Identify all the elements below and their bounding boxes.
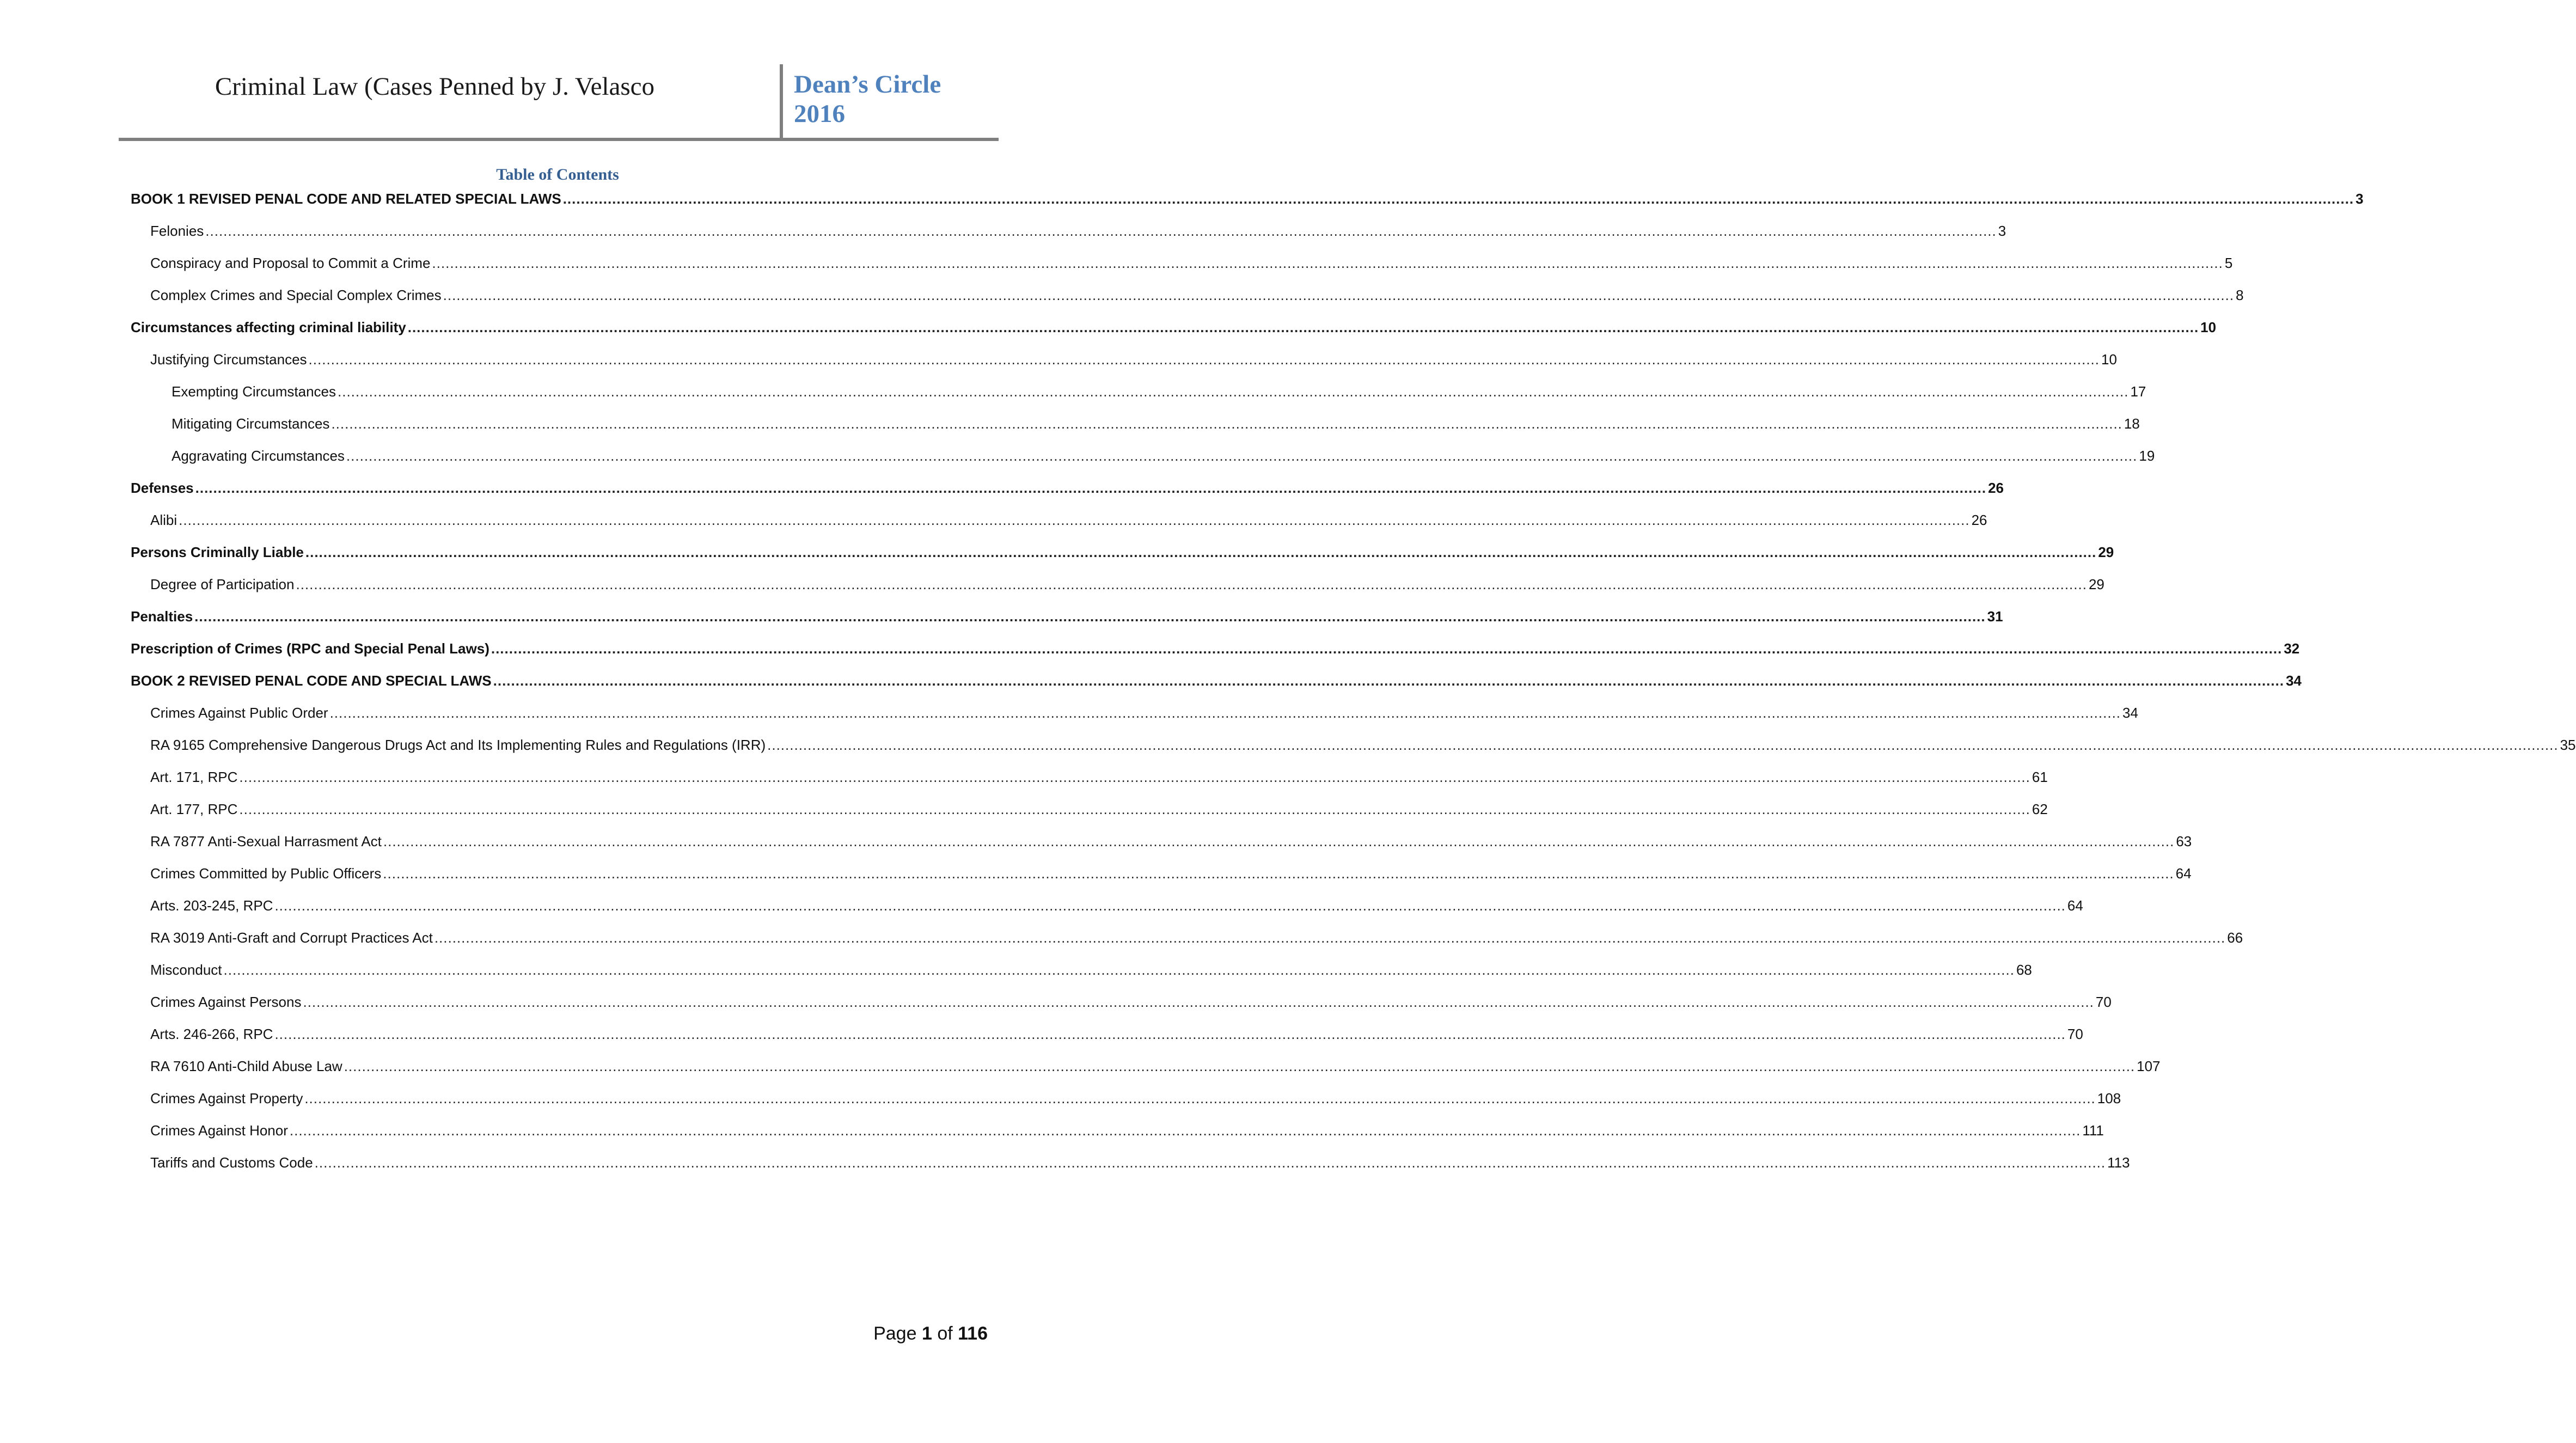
dot-leader: ................................................................................................................................................................................................................................................................................................................................................................................................................ <box>194 608 1986 625</box>
toc-entry[interactable] <box>131 927 2243 959</box>
toc-entry-label: Aggravating Circumstances <box>172 448 345 464</box>
dot-leader: ................................................................................................................................................................................................................................................................................................................................................................................................................ <box>346 448 2138 464</box>
toc-entry[interactable] <box>131 316 2217 348</box>
dot-leader: ................................................................................................................................................................................................................................................................................................................................................................................................................ <box>205 223 1997 239</box>
header-side-label <box>794 70 941 129</box>
toc-entry[interactable] <box>131 702 2138 734</box>
toc-entry-page: 10 <box>2200 319 2217 335</box>
toc-entry-label: Crimes Committed by Public Officers <box>150 865 382 882</box>
toc-entry-page: 34 <box>2122 705 2138 721</box>
dot-leader: ................................................................................................................................................................................................................................................................................................................................................................................................................ <box>274 1026 2066 1042</box>
dot-leader: ................................................................................................................................................................................................................................................................................................................................................................................................................ <box>344 1058 2136 1074</box>
toc-entry-page: 29 <box>2098 544 2114 560</box>
toc-entry[interactable] <box>131 991 2112 1023</box>
toc-entry-label: Defenses <box>131 480 194 496</box>
toc-entry[interactable] <box>131 766 2048 798</box>
toc-entry[interactable] <box>131 348 2117 381</box>
dot-leader: ................................................................................................................................................................................................................................................................................................................................................................................................................ <box>434 930 2226 946</box>
toc-entry[interactable] <box>131 188 2364 220</box>
toc-entry[interactable] <box>131 1087 2121 1120</box>
toc-entry[interactable] <box>131 445 2155 477</box>
toc-entry-page: 107 <box>2137 1058 2161 1074</box>
document-title: Criminal Law (Cases Penned by J. Velasco <box>215 72 654 101</box>
toc-entry[interactable] <box>131 895 2083 927</box>
toc-entry-label: Alibi <box>150 512 178 528</box>
toc-entry[interactable] <box>131 252 2233 284</box>
toc-entry[interactable] <box>131 573 2104 606</box>
dot-leader: ................................................................................................................................................................................................................................................................................................................................................................................................................ <box>308 351 2100 368</box>
toc-entry-label: Crimes Against Honor <box>150 1122 288 1139</box>
toc-entry-page: 70 <box>2095 994 2112 1010</box>
toc-heading: Table of Contents <box>496 166 619 184</box>
toc-entry-label: Degree of Participation <box>150 576 295 592</box>
dot-leader: ................................................................................................................................................................................................................................................................................................................................................................................................................ <box>239 801 2030 817</box>
toc-entry-page: 64 <box>2175 865 2192 882</box>
header-side-line1: Dean’s Circle <box>794 70 941 99</box>
toc-entry[interactable] <box>131 670 2302 702</box>
page-header <box>119 64 999 140</box>
dot-leader: ................................................................................................................................................................................................................................................................................................................................................................................................................ <box>767 737 2559 753</box>
dot-leader: ................................................................................................................................................................................................................................................................................................................................................................................................................ <box>491 640 2283 657</box>
toc-entry-label: Arts. 246-266, RPC <box>150 1026 273 1042</box>
dot-leader: ................................................................................................................................................................................................................................................................................................................................................................................................................ <box>296 576 2087 592</box>
toc-entry-page: 34 <box>2286 672 2302 689</box>
toc-entry-label: Mitigating Circumstances <box>172 415 330 432</box>
toc-entry-label: Art. 177, RPC <box>150 801 238 817</box>
toc-entry-label: Circumstances affecting criminal liability <box>131 319 406 335</box>
toc-entry[interactable] <box>131 541 2114 573</box>
header-rule <box>119 138 999 141</box>
toc-entry-label: Felonies <box>150 223 204 239</box>
dot-leader: ................................................................................................................................................................................................................................................................................................................................................................................................................ <box>331 415 2122 432</box>
toc-entry-page: 5 <box>2224 255 2233 271</box>
toc-entry-label: Penalties <box>131 608 193 625</box>
toc-entry-label: RA 7877 Anti-Sexual Harrasment Act <box>150 833 382 849</box>
toc-entry-page: 31 <box>1987 608 2003 625</box>
toc-entry-page: 68 <box>2016 962 2032 978</box>
toc-entry-label: Tariffs and Customs Code <box>150 1154 313 1171</box>
dot-leader: ................................................................................................................................................................................................................................................................................................................................................................................................................ <box>329 705 2121 721</box>
table-of-contents <box>131 188 2576 1184</box>
dot-leader: ................................................................................................................................................................................................................................................................................................................................................................................................................ <box>303 994 2094 1010</box>
toc-entry-label: Conspiracy and Proposal to Commit a Crime <box>150 255 431 271</box>
dot-leader: ................................................................................................................................................................................................................................................................................................................................................................................................................ <box>432 255 2223 271</box>
toc-entry[interactable] <box>131 220 2006 252</box>
toc-entry-label: BOOK 1 REVISED PENAL CODE AND RELATED SPECIAL LAWS <box>131 191 561 207</box>
toc-entry[interactable] <box>131 413 2140 445</box>
toc-entry-page: 61 <box>2032 769 2048 785</box>
toc-entry[interactable] <box>131 863 2192 895</box>
toc-entry-page: 63 <box>2176 833 2192 849</box>
header-side-line2: 2016 <box>794 100 845 128</box>
toc-entry-page: 108 <box>2097 1090 2121 1106</box>
toc-entry-page: 19 <box>2139 448 2155 464</box>
toc-entry-label: BOOK 2 REVISED PENAL CODE AND SPECIAL LAWS <box>131 672 492 689</box>
dot-leader: ................................................................................................................................................................................................................................................................................................................................................................................................................ <box>493 672 2285 689</box>
of-word: of <box>937 1323 953 1344</box>
dot-leader: ................................................................................................................................................................................................................................................................................................................................................................................................................ <box>383 865 2174 882</box>
dot-leader: ................................................................................................................................................................................................................................................................................................................................................................................................................ <box>304 1090 2096 1106</box>
toc-entry-label: Exempting Circumstances <box>172 383 336 400</box>
toc-entry-label: Prescription of Crimes (RPC and Special Penal Laws) <box>131 640 489 657</box>
toc-entry[interactable] <box>131 830 2192 863</box>
toc-entry-label: RA 9165 Comprehensive Dangerous Drugs Act and Its Implementing Rules and Regulations (IRR) <box>150 737 766 753</box>
toc-entry[interactable] <box>131 798 2048 830</box>
dot-leader: ................................................................................................................................................................................................................................................................................................................................................................................................................ <box>562 191 2354 207</box>
toc-entry-label: Crimes Against Property <box>150 1090 303 1106</box>
toc-entry-page: 66 <box>2227 930 2243 946</box>
toc-entry-page: 62 <box>2032 801 2048 817</box>
toc-entry-page: 8 <box>2236 287 2244 303</box>
page-number-footer <box>873 1323 988 1344</box>
toc-entry[interactable] <box>131 284 2244 316</box>
total-page-count: 116 <box>958 1323 988 1344</box>
dot-leader: ................................................................................................................................................................................................................................................................................................................................................................................................................ <box>314 1154 2106 1171</box>
dot-leader: ................................................................................................................................................................................................................................................................................................................................................................................................................ <box>289 1122 2081 1139</box>
toc-entry[interactable] <box>131 1120 2104 1152</box>
toc-entry-label: Justifying Circumstances <box>150 351 307 368</box>
current-page-number: 1 <box>921 1323 932 1344</box>
toc-entry[interactable] <box>131 477 2004 509</box>
toc-entry[interactable] <box>131 1023 2083 1055</box>
dot-leader: ................................................................................................................................................................................................................................................................................................................................................................................................................ <box>338 383 2129 400</box>
dot-leader: ................................................................................................................................................................................................................................................................................................................................................................................................................ <box>407 319 2199 335</box>
toc-entry-page: 32 <box>2284 640 2300 657</box>
toc-entry-page: 17 <box>2130 383 2146 400</box>
toc-entry[interactable] <box>131 1055 2161 1087</box>
dot-leader: ................................................................................................................................................................................................................................................................................................................................................................................................................ <box>195 480 1987 496</box>
toc-entry[interactable] <box>131 606 2003 638</box>
dot-leader: ................................................................................................................................................................................................................................................................................................................................................................................................................ <box>383 833 2175 849</box>
toc-entry-label: Complex Crimes and Special Complex Crimes <box>150 287 442 303</box>
toc-entry-page: 18 <box>2124 415 2140 432</box>
toc-entry[interactable] <box>131 1152 2130 1184</box>
toc-entry-page: 26 <box>1971 512 1987 528</box>
dot-leader: ................................................................................................................................................................................................................................................................................................................................................................................................................ <box>274 897 2066 914</box>
dot-leader: ................................................................................................................................................................................................................................................................................................................................................................................................................ <box>223 962 2015 978</box>
toc-entry-page: 29 <box>2088 576 2104 592</box>
toc-entry-page: 26 <box>1988 480 2004 496</box>
toc-entry-page: 111 <box>2082 1122 2104 1139</box>
toc-entry-label: Crimes Against Persons <box>150 994 302 1010</box>
toc-entry-label: RA 3019 Anti-Graft and Corrupt Practices Act <box>150 930 433 946</box>
dot-leader: ................................................................................................................................................................................................................................................................................................................................................................................................................ <box>443 287 2235 303</box>
toc-entry-page: 35 <box>2560 737 2576 753</box>
toc-entry-label: Arts. 203-245, RPC <box>150 897 273 914</box>
dot-leader: ................................................................................................................................................................................................................................................................................................................................................................................................................ <box>179 512 1970 528</box>
toc-entry-label: Crimes Against Public Order <box>150 705 328 721</box>
toc-entry[interactable] <box>131 509 1987 541</box>
toc-entry-page: 10 <box>2101 351 2117 368</box>
toc-entry-page: 70 <box>2067 1026 2083 1042</box>
toc-entry[interactable] <box>131 734 2576 766</box>
toc-entry-label: Misconduct <box>150 962 222 978</box>
header-divider <box>780 64 783 139</box>
toc-entry-page: 64 <box>2067 897 2083 914</box>
toc-entry-page: 3 <box>1998 223 2006 239</box>
toc-entry[interactable] <box>131 381 2146 413</box>
toc-entry[interactable] <box>131 959 2032 991</box>
dot-leader: ................................................................................................................................................................................................................................................................................................................................................................................................................ <box>239 769 2030 785</box>
dot-leader: ................................................................................................................................................................................................................................................................................................................................................................................................................ <box>305 544 2097 560</box>
page-word: Page <box>873 1323 917 1344</box>
toc-entry-label: Persons Criminally Liable <box>131 544 304 560</box>
toc-entry[interactable] <box>131 638 2300 670</box>
toc-entry-label: RA 7610 Anti-Child Abuse Law <box>150 1058 342 1074</box>
toc-entry-page: 3 <box>2355 191 2364 207</box>
toc-entry-label: Art. 171, RPC <box>150 769 238 785</box>
toc-entry-page: 113 <box>2107 1154 2130 1171</box>
